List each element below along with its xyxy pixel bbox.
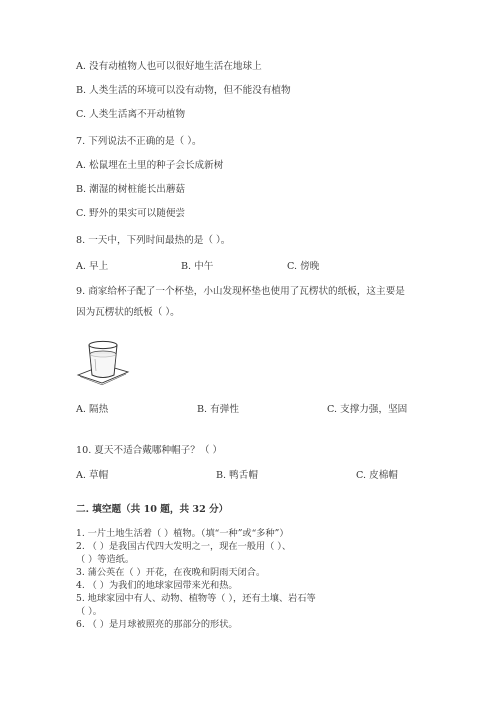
cup-on-coaster-illustration	[74, 338, 132, 388]
fill-item-1: 1. 一片土地生活着（ ）植物。（填“一种”或“多种”）	[76, 528, 289, 539]
q9-option-c: C. 支撑力强，坚固	[327, 404, 408, 415]
q6-option-b: B. 人类生活的环境可以没有动物，但不能没有植物	[76, 85, 291, 96]
q6-option-a: A. 没有动植物人也可以很好地生活在地球上	[76, 61, 262, 72]
fill-item-2-continued: （ ）等造纸。	[76, 554, 135, 565]
q7-option-c: C. 野外的果实可以随便尝	[76, 208, 186, 219]
fill-item-6: 6. （ ）是月球被照亮的那部分的形状。	[76, 619, 238, 630]
q8-option-a: A. 早上	[76, 261, 109, 272]
q8-stem: 8. 一天中，下列时间最热的是（ ）。	[76, 235, 231, 246]
q8-option-c: C. 傍晚	[287, 261, 320, 272]
q7-option-a: A. 松鼠埋在土里的种子会长成新树	[76, 160, 224, 171]
q9-stem-line1: 9. 商家给杯子配了一个杯垫，小山发现杯垫也使用了瓦楞状的纸板，这主要是	[76, 286, 405, 297]
fill-item-2: 2. （ ）是我国古代四大发明之一，现在一般用（ ）、	[76, 541, 292, 552]
fill-item-3: 3. 蒲公英在（ ）开花，在夜晚和阴雨天闭合。	[76, 567, 266, 578]
q9-stem-line2: 因为瓦楞状的纸板（ ）。	[76, 307, 180, 318]
section-heading: 二. 填空题（共 10 题，共 32 分）	[76, 504, 229, 515]
q7-stem: 7. 下列说法不正确的是（ ）。	[76, 136, 202, 147]
q6-option-c: C. 人类生活离不开动植物	[76, 109, 186, 120]
fill-item-4: 4. （ ）为我们的地球家园带来光和热。	[76, 580, 238, 591]
q10-option-a: A. 草帽	[76, 470, 109, 481]
q8-option-b: B. 中午	[181, 261, 214, 272]
fill-item-5-continued: （ ）。	[76, 606, 102, 617]
q10-stem: 10. 夏天不适合戴哪种帽子？（ ）	[76, 445, 223, 456]
q10-option-b: B. 鸭舌帽	[216, 470, 258, 481]
q9-option-b: B. 有弹性	[197, 404, 239, 415]
q9-option-a: A. 隔热	[76, 404, 109, 415]
q7-option-b: B. 潮湿的树桩能长出蘑菇	[76, 184, 186, 195]
q10-option-c: C. 皮棉帽	[356, 470, 398, 481]
fill-item-5: 5. 地球家园中有人、动物、植物等（ ），还有土壤、岩石等	[76, 593, 316, 604]
